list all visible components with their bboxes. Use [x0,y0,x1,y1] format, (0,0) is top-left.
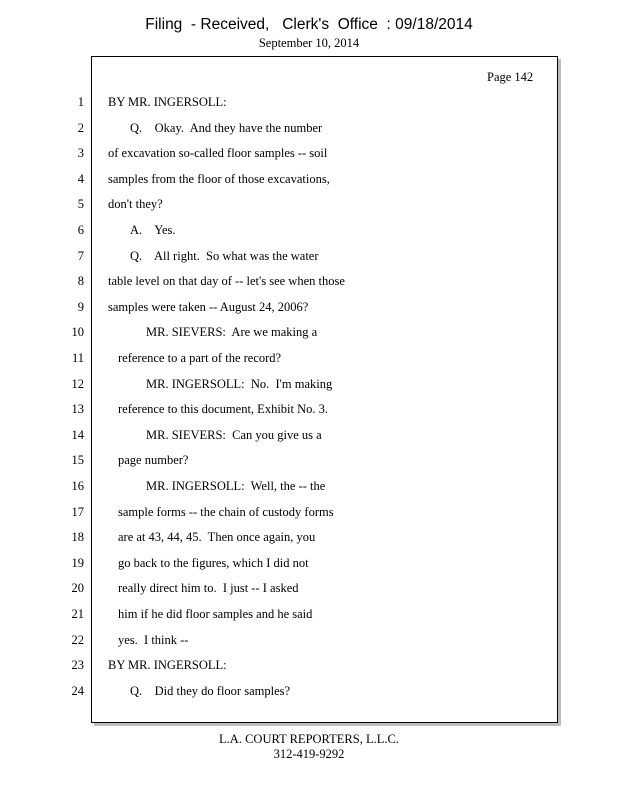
transcript-line-text: Q. All right. So what was the water [130,249,319,263]
line-number: 4 [77,172,84,186]
transcript-line-text: MR. INGERSOLL: No. I'm making [146,377,333,391]
transcript-line-text: Q. Did they do floor samples? [130,684,291,698]
line-number: 23 [71,658,84,672]
line-number: 5 [77,197,84,211]
page-number: Page 142 [487,70,534,84]
line-number: 17 [71,505,84,519]
line-number: 19 [71,556,84,570]
line-number: 10 [71,325,84,339]
footer-phone: 312-419-9292 [273,747,345,761]
line-number: 16 [71,479,84,493]
line-number: 8 [77,274,84,288]
transcript-line-text: samples from the floor of those excavations, [108,172,330,186]
footer-company: L.A. COURT REPORTERS, L.L.C. [219,732,399,746]
transcript-line-text: A. Yes. [130,223,176,237]
transcript-line-text: don't they? [108,197,163,211]
transcript-line-text: samples were taken -- August 24, 2006? [108,300,309,314]
transcript-line-text: page number? [118,453,189,467]
transcript-line-text: are at 43, 44, 45. Then once again, you [118,530,316,544]
line-number: 1 [77,95,84,109]
transcript-line-text: him if he did floor samples and he said [118,607,313,621]
transcript-line-text: reference to a part of the record? [118,351,282,365]
transcript-line-text: go back to the figures, which I did not [118,556,309,570]
line-number: 21 [71,607,84,621]
transcript-line-text: Q. Okay. And they have the number [130,121,323,135]
transcript-line-text: sample forms -- the chain of custody forms [118,505,334,519]
transcript-line-text: really direct him to. I just -- I asked [118,581,299,595]
line-number: 7 [77,249,84,263]
line-number: 11 [71,351,84,365]
transcript-line-text: MR. SIEVERS: Are we making a [146,325,318,339]
transcript-date: September 10, 2014 [258,36,360,50]
filing-stamp: Filing - Received, Clerk's Office : 09/18/2014 [145,16,473,33]
transcript-line-text: of excavation so-called floor samples -- soil [108,146,328,160]
line-number: 15 [71,453,84,467]
line-number: 12 [71,377,84,391]
line-number: 24 [71,684,84,698]
line-number: 22 [71,633,84,647]
line-number: 9 [77,300,84,314]
line-number: 18 [71,530,84,544]
transcript-line-text: yes. I think -- [118,633,189,647]
line-number: 2 [77,121,84,135]
line-number: 3 [77,146,84,160]
transcript-line-text: MR. SIEVERS: Can you give us a [146,428,322,442]
line-number: 13 [71,402,84,416]
transcript-line-text: BY MR. INGERSOLL: [108,95,227,109]
transcript-line-text: MR. INGERSOLL: Well, the -- the [146,479,326,493]
transcript-line-text: table level on that day of -- let's see when those [108,274,345,288]
transcript-line-text: reference to this document, Exhibit No. 3. [118,402,329,416]
line-number: 14 [71,428,84,442]
transcript-line-text: BY MR. INGERSOLL: [108,658,227,672]
line-number: 20 [71,581,84,595]
line-number: 6 [77,223,84,237]
